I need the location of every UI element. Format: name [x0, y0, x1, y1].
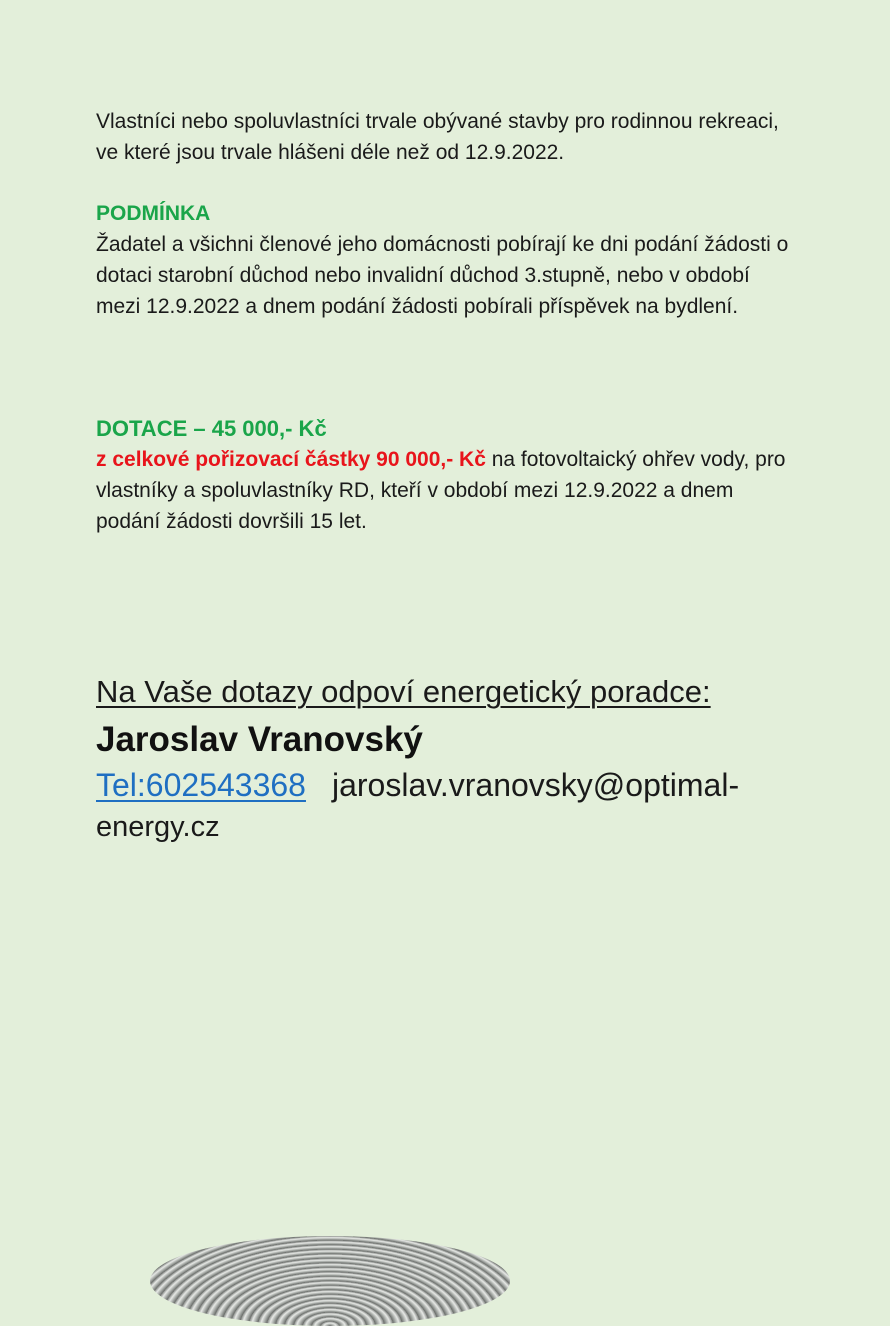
condition-paragraph: Žadatel a všichni členové jeho domácnosti pobírají ke dni podání žádosti o dotaci starobní důchod nebo invalidní důchod 3.stupně, nebo v období mezi 12.9.2022 a dnem podání žádosti pobírali příspěvek na bydlení.	[96, 233, 789, 318]
contact-line	[96, 763, 796, 807]
decorative-disc-image	[150, 1236, 510, 1326]
subsidy-heading: DOTACE – 45 000,- Kč	[96, 416, 327, 441]
subsidy-description: na fotovoltaický ohřev vody, pro vlastníky a spoluvlastníky RD, kteří v období mezi 12.9.2022 a dnem podání žádosti dovršili 15 let.	[96, 448, 786, 533]
intro-paragraph: Vlastníci nebo spoluvlastníci trvale obývané stavby pro rodinnou rekreaci, ve které jsou trvale hlášeni déle než od 12.9.2022.	[96, 110, 779, 164]
email-text-continued[interactable]: energy.cz	[96, 811, 220, 843]
subsidy-amount-highlight: z celkové pořizovací částky 90 000,- Kč	[96, 448, 486, 471]
advisor-name: Jaroslav Vranovský	[96, 720, 423, 759]
phone-link[interactable]: Tel:602543368	[96, 767, 306, 803]
email-text[interactable]: jaroslav.vranovsky@optimal-	[331, 767, 740, 803]
document-page	[96, 106, 796, 847]
subsidy-paragraph	[96, 444, 796, 537]
advisor-intro: Na Vaše dotazy odpoví energetický poradce:	[96, 674, 711, 709]
condition-heading: PODMÍNKA	[96, 202, 211, 225]
